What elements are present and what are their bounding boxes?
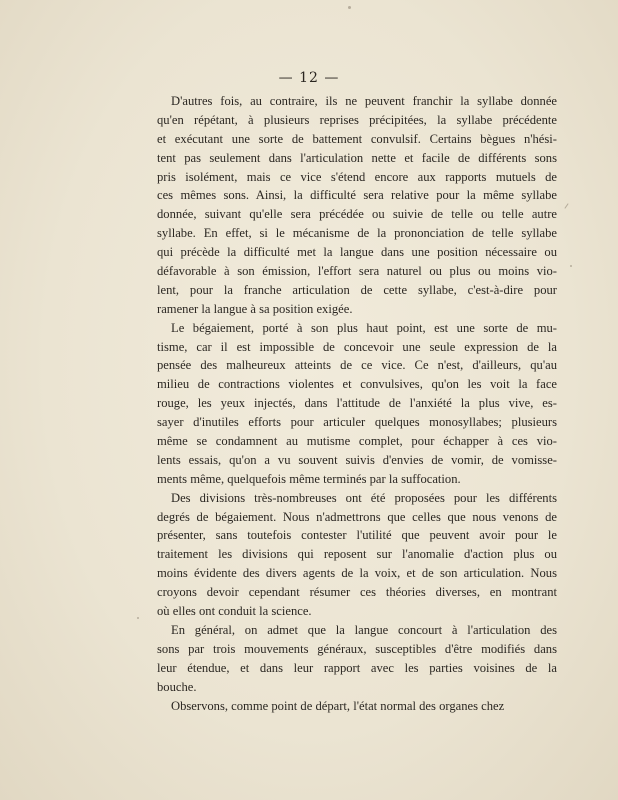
text-line: même se condamnent au mutisme complet, pour échapper à ces vio- (157, 434, 557, 449)
text-line: En général, on admet que la langue concourt à l'articulation des (171, 622, 557, 637)
text-line: traitement les divisions qui reposent sur l'anomalie d'action plus ou (157, 547, 557, 562)
text-line: donnée, suivant qu'elle sera précédée ou suivie de telle ou telle autre (157, 207, 557, 222)
text-line: défavorable à son émission, l'effort sera naturel ou plus ou moins vio- (157, 264, 557, 279)
body-text (157, 92, 557, 715)
paper-speck (137, 617, 139, 619)
text-line: pensée des malheureux atteints de ce vice. Ce n'est, d'ailleurs, qu'au (157, 358, 557, 373)
text-line: ces mêmes sons. Ainsi, la difficulté sera relative pour la même syllabe (157, 188, 557, 203)
text-line: degrés de bégaiement. Nous n'admettrons que celles que nous venons de (157, 509, 557, 524)
paper-speck (564, 203, 568, 208)
paragraph (157, 489, 557, 621)
text-line: Le bégaiement, porté à son plus haut point, est une sorte de mu- (171, 320, 557, 335)
text-line: sayer d'inutiles efforts pour articuler quelques monosyllabes; plusieurs (157, 415, 557, 430)
text-line: tent pas seulement dans l'articulation nette et facile de différents sons (157, 150, 557, 165)
text-line: Des divisions très-nombreuses ont été proposées pour les différents (171, 490, 557, 505)
text-line: leur étendue, et dans leur rapport avec les parties voisines de la (157, 660, 557, 675)
text-line: syllabe. En effet, si le mécanisme de la prononciation de telle syllabe (157, 226, 557, 241)
text-line: pris isolément, mais ce vice s'étend encore aux rapports mutuels de (157, 169, 557, 184)
text-line: qu'en répétant, à plusieurs reprises précipitées, la syllabe précédente (157, 112, 557, 127)
text-line: lents essais, qu'on a vu souvent suivis d'envies de vomir, de vomisse- (157, 452, 557, 467)
text-line: bouche. (157, 679, 197, 694)
text-line: où elles ont conduit la science. (157, 604, 312, 619)
text-line: tisme, car il est impossible de concevoir une seule expression de la (157, 339, 557, 354)
text-line: croyons devoir cependant résumer ces théories diverses, en montrant (157, 585, 557, 600)
text-line: rouge, les yeux injectés, dans l'attitude de l'anxiété la plus vive, es- (157, 396, 557, 411)
paragraph (157, 697, 557, 716)
text-line: moins évidente des divers agents de la voix, et de son articulation. Nous (157, 566, 557, 581)
text-line: lent, pour la franche articulation de cette syllabe, c'est-à-dire pour (157, 282, 557, 297)
paper-speck (348, 6, 351, 9)
text-line: sons par trois mouvements généraux, susceptibles d'être modifiés dans (157, 641, 557, 656)
text-line: présenter, sans toutefois contester l'utilité que peuvent avoir pour le (157, 528, 557, 543)
paragraph (157, 621, 557, 697)
text-line: ments même, quelquefois même terminés par la suffocation. (157, 471, 461, 486)
paper-speck (570, 265, 572, 267)
text-line: D'autres fois, au contraire, ils ne peuvent franchir la syllabe donnée (171, 94, 557, 108)
text-line: ramener la langue à sa position exigée. (157, 301, 353, 316)
page-number: — 12 — (278, 70, 340, 86)
text-line: et exécutant une sorte de battement convulsif. Certains bègues n'hési- (157, 131, 557, 146)
paragraph (157, 92, 557, 319)
text-line: milieu de contractions violentes et convulsives, qu'on les voit la face (157, 377, 557, 392)
paragraph (157, 319, 557, 489)
text-line: qui précède la difficulté met la langue dans une position nécessaire ou (157, 245, 557, 260)
text-line: Observons, comme point de départ, l'état normal des organes chez (171, 698, 505, 713)
